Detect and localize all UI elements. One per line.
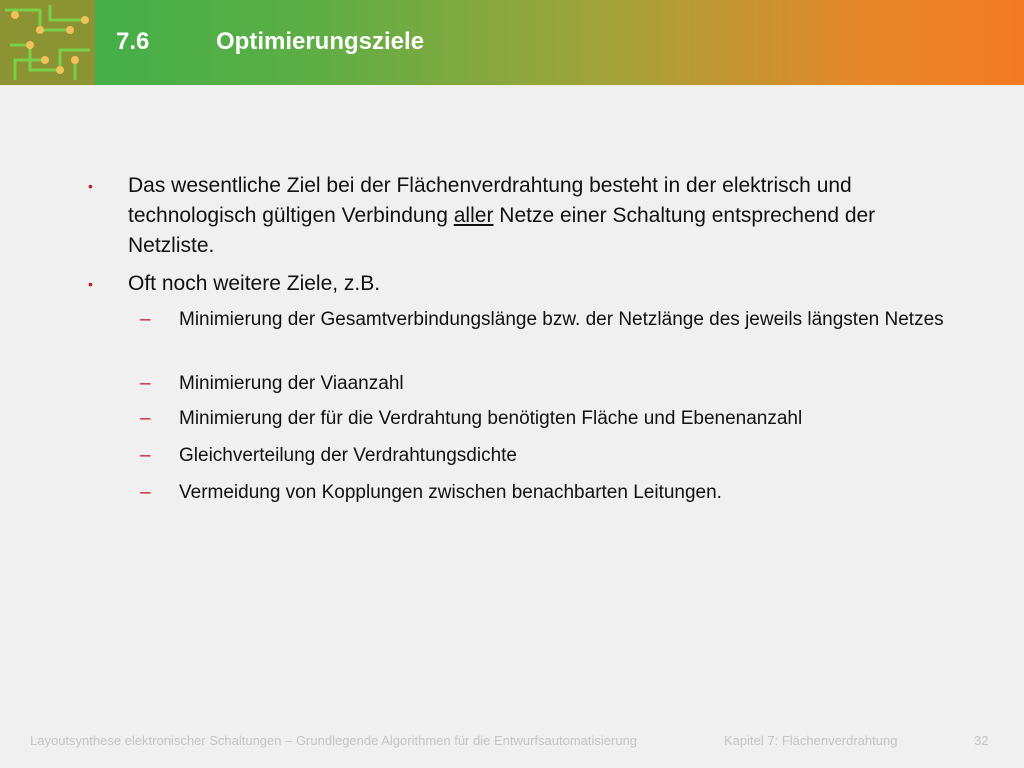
dash-marker: –: [140, 309, 151, 330]
emphasis-aller: aller: [453, 204, 494, 227]
sub-bullet-text: Vermeidung von Kopplungen zwischen benachbarten Leitungen.: [179, 482, 722, 503]
sub-bullet-text: Minimierung der Viaanzahl: [179, 373, 404, 394]
page-title: Optimierungsziele: [216, 28, 425, 55]
page-number: 32: [974, 733, 989, 748]
sub-bullet-text: Minimierung der für die Verdrahtung benötigten Fläche und Ebenenanzahl: [179, 408, 803, 429]
bullet-text: Oft noch weitere Ziele, z.B.: [128, 272, 381, 295]
section-number: 7.6: [116, 28, 150, 55]
dash-marker: –: [140, 445, 151, 466]
header-bar: [0, 0, 1024, 85]
dash-marker: –: [140, 408, 151, 429]
bullet-marker: •: [88, 178, 93, 194]
sub-bullet-text: Minimierung der Gesamtverbindungslänge bzw. der Netzlänge des jeweils längsten Netzes: [179, 309, 944, 330]
bullet-marker: •: [88, 276, 93, 292]
dash-marker: –: [140, 482, 151, 503]
dash-marker: –: [140, 373, 151, 394]
sub-bullet-text: Gleichverteilung der Verdrahtungsdichte: [179, 445, 517, 466]
footer-course: Layoutsynthese elektronischer Schaltungen – Grundlegende Algorithmen für die Entwurfsautomatisierung: [30, 733, 638, 748]
bullet-text: Das wesentliche Ziel bei der Flächenverdrahtung besteht in der elektrisch und technologisch gültigen Verbindung aller Netze einer Schaltung entsprechend der Netzliste.: [128, 174, 876, 257]
circuit-board-logo: [0, 0, 95, 85]
footer-chapter: Kapitel 7: Flächenverdrahtung: [724, 733, 898, 748]
